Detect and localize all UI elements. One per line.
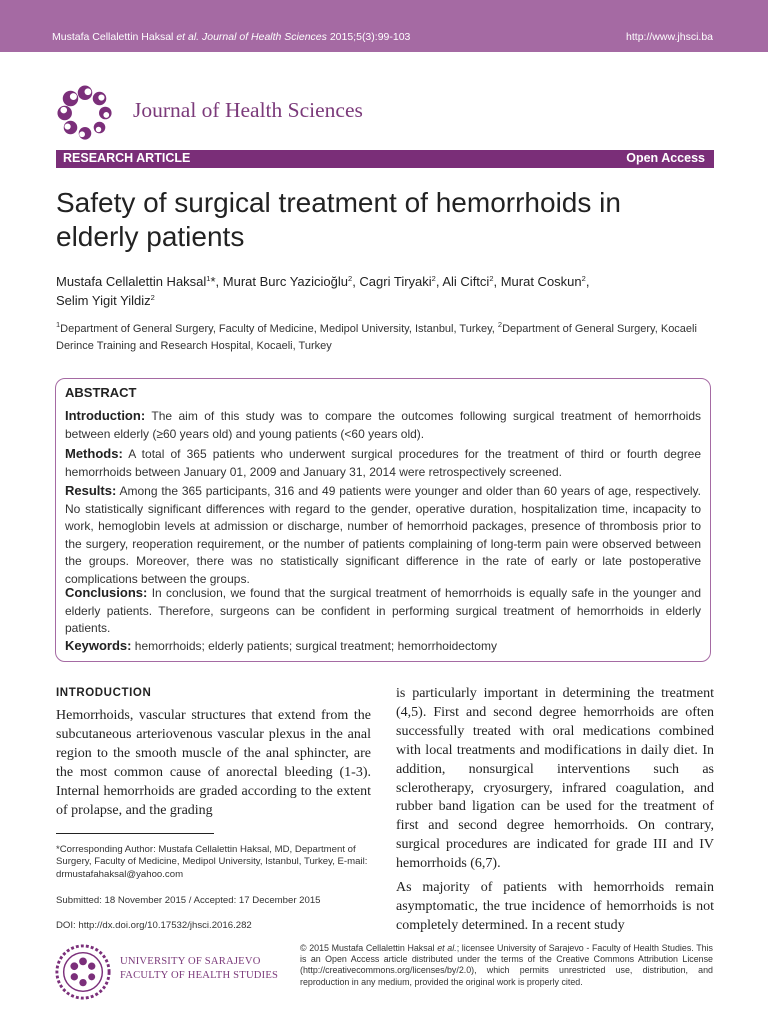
abstract-results-text: Among the 365 participants, 316 and 49 patients were younger and older than 60 years of age, respectively. No statistically significant differences with regard to the gender, operative duration, hospitalization time, incapacity to work, hemoglobin levels at admission or discharge, number of hemorrhoid packages, presence of thrombosis prior to the surgery, reoperation requirement, or the number of patients complaining of long-term pain were observed between the groups. Moreover, there was no statistically significant difference in the rate of early or late postoperative complications between the groups. [65,484,701,586]
doi-link[interactable]: DOI: http://dx.doi.org/10.17532/jhsci.2016.282 [56,920,252,931]
corresponding-mark: * [210,274,216,289]
author-name: Murat Burc Yazicioğlu [222,274,349,289]
author-separator: , [215,274,223,289]
author-separator: , [352,274,360,289]
affiliation-text: Department of General Surgery, Kocaeli Derince Training and Research Hospital, Kocaeli, Turkey [56,323,697,352]
author-affiliation-mark: 2 [581,274,586,283]
article-type-label: RESEARCH ARTICLE [63,151,191,165]
author-name: Selim Yigit Yildiz [56,293,151,308]
citation-journal: Journal of Health Sciences [199,31,327,43]
copyright-etal: et al. [437,943,457,953]
affiliation-text: Department of General Surgery, Faculty of Medicine, Medipol University, Istanbul, Turkey, [60,323,498,335]
citation-line [52,31,410,43]
abstract-methods-label: Methods: [65,446,123,461]
author-separator: , [493,274,501,289]
journal-name: Journal of Health Sciences [133,98,363,122]
open-access-label: Open Access [626,151,705,165]
citation-volume: 2015;5(3):99-103 [326,31,411,43]
corresponding-author-note: *Corresponding Author: Mustafa Cellalettin Haksal, MD, Department of Surgery, Faculty of Medicine, Medipol University, Istanbul, Turkey, E-mail: drmustafahaksal@yahoo.com [56,844,368,880]
abstract-keywords [65,637,701,656]
abstract-introduction-label: Introduction: [65,408,146,423]
abstract-keywords-text: hemorrhoids; elderly patients; surgical treatment; hemorrhoidectomy [131,639,497,653]
abstract-conclusions-text: In conclusion, we found that the surgical treatment of hemorrhoids is equally safe in the younger and elderly patients. Therefore, surgeons can be confident in performing surgical treatment of hemorrhoids in elderly patients. [65,586,701,636]
author-affiliation-mark: 1 [206,274,211,283]
journal-logo-icon [56,84,114,142]
abstract-results-label: Results: [65,483,117,498]
university-name [120,955,278,982]
abstract-introduction [65,407,701,443]
abstract-results [65,482,701,589]
footnote-divider [56,833,214,834]
citation-etal: et al. [176,31,200,43]
author-name: Ali Ciftci [442,274,490,289]
author-name: Murat Coskun [500,274,582,289]
university-name-line-2: FACULTY OF HEALTH STUDIES [120,969,279,981]
copyright-holder: © 2015 Mustafa Cellalettin Haksal [300,943,438,953]
author-affiliation-mark: 2 [348,274,353,283]
affiliation-mark: 2 [497,320,503,329]
university-name-line-1: UNIVERSITY OF SARAJEVO [120,956,261,967]
author-affiliation-mark: 2 [150,293,155,302]
copyright-license: ; licensee University of Sarajevo - Faculty of Health Studies. This is an Open Access article distributed under the terms of the Creative Commons Attribution License (http://creativecommons.org/licenses/by/2.0), which permits unrestricted use, distribution, and reproduction in any medium, provided the original work is properly cited. [300,943,713,987]
abstract-conclusions [65,584,701,638]
abstract-conclusions-label: Conclusions: [65,585,148,600]
submission-dates: Submitted: 18 November 2015 / Accepted: 17 December 2015 [56,895,321,906]
affiliation-mark: 1 [56,320,61,329]
author-separator: , [585,274,590,289]
author-name: Mustafa Cellalettin Haksal [56,274,207,289]
citation-author: Mustafa Cellalettin Haksal [52,31,177,43]
introduction-heading: INTRODUCTION [56,687,152,699]
abstract-keywords-label: Keywords: [65,638,132,653]
author-separator: , [435,274,443,289]
author-affiliation-mark: 2 [489,274,494,283]
body-column-left: Hemorrhoids, vascular structures that extend from the subcutaneous arteriovenous vascular plexus in the anal region to the smooth muscle of the anal sphincter, are the most common cause of anorectal bleeding (1-3). Internal hemorrhoids are graded according to the extent of prolapse, and the grading [56,708,371,818]
article-title: Safety of surgical treatment of hemorrhoids in elderly patients [56,187,621,252]
author-name: Cagri Tiryaki [359,274,432,289]
copyright-notice [300,943,713,988]
abstract-heading: ABSTRACT [65,385,137,400]
abstract-methods [65,445,701,481]
author-affiliation-mark: 2 [431,274,436,283]
author-list [56,272,716,310]
journal-url-link[interactable]: http://www.jhsci.ba [626,31,713,43]
running-header [0,0,768,52]
university-seal-icon [54,943,112,1001]
article-type-ribbon [56,150,714,168]
body-column-right-paragraph-2: As majority of patients with hemorrhoids remain asymptomatic, the true incidence of hemorrhoids is not completely determined. In a recent study [396,880,714,933]
abstract-box [55,378,711,662]
abstract-introduction-text: The aim of this study was to compare the outcomes following surgical treatment of hemorrhoids between elderly (≥60 years old) and young patients (<60 years old). [65,409,701,441]
body-column-right-paragraph-1: is particularly important in determining the treatment (4,5). First and second degree hemorrhoids are often successfully treated with oral medications combined with local treatments and modifications in daily diet. In addition, nonsurgical interventions such as sclerotherapy, cryosurgery, infrared coagulation, and rubber band ligation can be used for the treatment of first and second degree hemorrhoids. On contrary, surgical procedures are indicated for grade III and IV hemorrhoids (6,7). [396,686,714,872]
affiliations [56,321,716,355]
abstract-methods-text: A total of 365 patients who underwent surgical procedures for the treatment of third or fourth degree hemorrhoids between January 01, 2009 and January 31, 2014 were retrospectively screened. [65,447,701,479]
